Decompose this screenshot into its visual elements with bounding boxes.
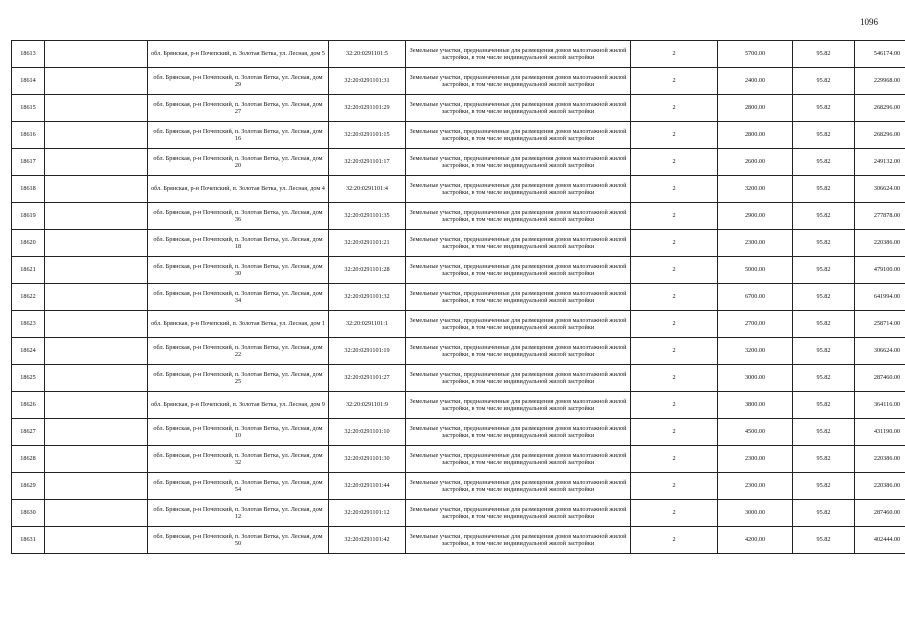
row-number-cell: 18620 bbox=[12, 230, 45, 257]
address-cell: обл. Брянская, р-н Почепский, п. Золотая Ветка, ул. Лесная, дом 30 bbox=[148, 257, 329, 284]
empty-cell bbox=[45, 311, 148, 338]
empty-cell bbox=[45, 392, 148, 419]
rate-cell: 95.82 bbox=[793, 95, 855, 122]
area-cell: 5000.00 bbox=[718, 257, 793, 284]
group-cell: 2 bbox=[631, 500, 718, 527]
rate-cell: 95.82 bbox=[793, 122, 855, 149]
address-cell: обл. Брянская, р-н Почепский, п. Золотая Ветка, ул. Лесная, дом 50 bbox=[148, 527, 329, 554]
address-cell: обл. Брянская, р-н Почепский, п. Золотая Ветка, ул. Лесная, дом 12 bbox=[148, 500, 329, 527]
rate-cell: 95.82 bbox=[793, 230, 855, 257]
rate-cell: 95.82 bbox=[793, 311, 855, 338]
group-cell: 2 bbox=[631, 392, 718, 419]
table-row bbox=[12, 176, 905, 203]
cadastral-number-cell: 32:20:0291101:35 bbox=[329, 203, 406, 230]
area-cell: 3000.00 bbox=[718, 365, 793, 392]
cadastral-value-table bbox=[11, 40, 905, 554]
rate-cell: 95.82 bbox=[793, 203, 855, 230]
land-use-description-cell: Земельные участки, предназначенные для размещения домов малоэтажной жилой застройки, в том числе индивидуальной жилой застройки bbox=[406, 446, 631, 473]
area-cell: 3800.00 bbox=[718, 392, 793, 419]
group-cell: 2 bbox=[631, 203, 718, 230]
group-cell: 2 bbox=[631, 257, 718, 284]
area-cell: 3200.00 bbox=[718, 338, 793, 365]
rate-cell: 95.82 bbox=[793, 446, 855, 473]
group-cell: 2 bbox=[631, 95, 718, 122]
table-row bbox=[12, 257, 905, 284]
group-cell: 2 bbox=[631, 284, 718, 311]
cadastral-number-cell: 32:20:0291101:12 bbox=[329, 500, 406, 527]
empty-cell bbox=[45, 527, 148, 554]
address-cell: обл. Брянская, р-н Почепский, п. Золотая Ветка, ул. Лесная, дом 54 bbox=[148, 473, 329, 500]
empty-cell bbox=[45, 203, 148, 230]
area-cell: 4200.00 bbox=[718, 527, 793, 554]
address-cell: обл. Брянская, р-н Почепский, п. Золотая Ветка, ул. Лесная, дом 4 bbox=[148, 176, 329, 203]
rate-cell: 95.82 bbox=[793, 338, 855, 365]
cadastral-value-cell: 287460.00 bbox=[855, 365, 905, 392]
row-number-cell: 18630 bbox=[12, 500, 45, 527]
rate-cell: 95.82 bbox=[793, 500, 855, 527]
cadastral-number-cell: 32:20:0291101:28 bbox=[329, 257, 406, 284]
row-number-cell: 18613 bbox=[12, 41, 45, 68]
empty-cell bbox=[45, 284, 148, 311]
rate-cell: 95.82 bbox=[793, 419, 855, 446]
cadastral-value-cell: 431190.00 bbox=[855, 419, 905, 446]
row-number-cell: 18622 bbox=[12, 284, 45, 311]
land-use-description-cell: Земельные участки, предназначенные для размещения домов малоэтажной жилой застройки, в том числе индивидуальной жилой застройки bbox=[406, 392, 631, 419]
land-use-description-cell: Земельные участки, предназначенные для размещения домов малоэтажной жилой застройки, в том числе индивидуальной жилой застройки bbox=[406, 365, 631, 392]
area-cell: 3200.00 bbox=[718, 176, 793, 203]
cadastral-value-cell: 402444.00 bbox=[855, 527, 905, 554]
row-number-cell: 18614 bbox=[12, 68, 45, 95]
land-use-description-cell: Земельные участки, предназначенные для размещения домов малоэтажной жилой застройки, в том числе индивидуальной жилой застройки bbox=[406, 527, 631, 554]
address-cell: обл. Брянская, р-н Почепский, п. Золотая Ветка, ул. Лесная, дом 20 bbox=[148, 149, 329, 176]
empty-cell bbox=[45, 365, 148, 392]
table-row bbox=[12, 122, 905, 149]
row-number-cell: 18621 bbox=[12, 257, 45, 284]
address-cell: обл. Брянская, р-н Почепский, п. Золотая Ветка, ул. Лесная, дом 29 bbox=[148, 68, 329, 95]
table-row bbox=[12, 527, 905, 554]
area-cell: 2800.00 bbox=[718, 95, 793, 122]
table-row bbox=[12, 446, 905, 473]
table-row bbox=[12, 365, 905, 392]
land-use-description-cell: Земельные участки, предназначенные для размещения домов малоэтажной жилой застройки, в том числе индивидуальной жилой застройки bbox=[406, 473, 631, 500]
cadastral-number-cell: 32:20:0291101:30 bbox=[329, 446, 406, 473]
land-use-description-cell: Земельные участки, предназначенные для размещения домов малоэтажной жилой застройки, в том числе индивидуальной жилой застройки bbox=[406, 284, 631, 311]
empty-cell bbox=[45, 500, 148, 527]
empty-cell bbox=[45, 473, 148, 500]
rate-cell: 95.82 bbox=[793, 257, 855, 284]
cadastral-value-cell: 479100.00 bbox=[855, 257, 905, 284]
cadastral-number-cell: 32:20:0291101:44 bbox=[329, 473, 406, 500]
cadastral-value-cell: 277878.00 bbox=[855, 203, 905, 230]
empty-cell bbox=[45, 149, 148, 176]
cadastral-value-cell: 306624.00 bbox=[855, 176, 905, 203]
cadastral-number-cell: 32:20:0291101:10 bbox=[329, 419, 406, 446]
cadastral-value-cell: 249132.00 bbox=[855, 149, 905, 176]
table-row bbox=[12, 392, 905, 419]
cadastral-number-cell: 32:20:0291101:31 bbox=[329, 68, 406, 95]
cadastral-value-cell: 220386.00 bbox=[855, 473, 905, 500]
cadastral-value-cell: 258714.00 bbox=[855, 311, 905, 338]
empty-cell bbox=[45, 230, 148, 257]
cadastral-value-cell: 268296.00 bbox=[855, 122, 905, 149]
group-cell: 2 bbox=[631, 149, 718, 176]
cadastral-number-cell: 32:20:0291101:1 bbox=[329, 311, 406, 338]
address-cell: обл. Брянская, р-н Почепский, п. Золотая Ветка, ул. Лесная, дом 22 bbox=[148, 338, 329, 365]
land-use-description-cell: Земельные участки, предназначенные для размещения домов малоэтажной жилой застройки, в том числе индивидуальной жилой застройки bbox=[406, 203, 631, 230]
cadastral-value-cell: 220386.00 bbox=[855, 446, 905, 473]
group-cell: 2 bbox=[631, 338, 718, 365]
rate-cell: 95.82 bbox=[793, 527, 855, 554]
row-number-cell: 18631 bbox=[12, 527, 45, 554]
rate-cell: 95.82 bbox=[793, 176, 855, 203]
area-cell: 6700.00 bbox=[718, 284, 793, 311]
rate-cell: 95.82 bbox=[793, 392, 855, 419]
cadastral-number-cell: 32:20:0291101:19 bbox=[329, 338, 406, 365]
land-use-description-cell: Земельные участки, предназначенные для размещения домов малоэтажной жилой застройки, в том числе индивидуальной жилой застройки bbox=[406, 311, 631, 338]
cadastral-value-cell: 546174.00 bbox=[855, 41, 905, 68]
empty-cell bbox=[45, 68, 148, 95]
group-cell: 2 bbox=[631, 122, 718, 149]
row-number-cell: 18617 bbox=[12, 149, 45, 176]
rate-cell: 95.82 bbox=[793, 365, 855, 392]
empty-cell bbox=[45, 257, 148, 284]
area-cell: 5700.00 bbox=[718, 41, 793, 68]
area-cell: 2300.00 bbox=[718, 446, 793, 473]
group-cell: 2 bbox=[631, 446, 718, 473]
area-cell: 2700.00 bbox=[718, 311, 793, 338]
row-number-cell: 18628 bbox=[12, 446, 45, 473]
table-row bbox=[12, 149, 905, 176]
cadastral-value-cell: 641994.00 bbox=[855, 284, 905, 311]
cadastral-value-cell: 229968.00 bbox=[855, 68, 905, 95]
rate-cell: 95.82 bbox=[793, 149, 855, 176]
group-cell: 2 bbox=[631, 176, 718, 203]
land-use-description-cell: Земельные участки, предназначенные для размещения домов малоэтажной жилой застройки, в том числе индивидуальной жилой застройки bbox=[406, 176, 631, 203]
cadastral-value-cell: 364116.00 bbox=[855, 392, 905, 419]
group-cell: 2 bbox=[631, 419, 718, 446]
cadastral-value-cell: 268296.00 bbox=[855, 95, 905, 122]
group-cell: 2 bbox=[631, 473, 718, 500]
row-number-cell: 18625 bbox=[12, 365, 45, 392]
row-number-cell: 18623 bbox=[12, 311, 45, 338]
table-row bbox=[12, 473, 905, 500]
area-cell: 2300.00 bbox=[718, 230, 793, 257]
cadastral-number-cell: 32:20:0291101:17 bbox=[329, 149, 406, 176]
land-use-description-cell: Земельные участки, предназначенные для размещения домов малоэтажной жилой застройки, в том числе индивидуальной жилой застройки bbox=[406, 149, 631, 176]
row-number-cell: 18626 bbox=[12, 392, 45, 419]
area-cell: 2400.00 bbox=[718, 68, 793, 95]
table-row bbox=[12, 500, 905, 527]
row-number-cell: 18619 bbox=[12, 203, 45, 230]
address-cell: обл. Брянская, р-н Почепский, п. Золотая Ветка, ул. Лесная, дом 18 bbox=[148, 230, 329, 257]
group-cell: 2 bbox=[631, 311, 718, 338]
area-cell: 2600.00 bbox=[718, 149, 793, 176]
cadastral-value-cell: 287460.00 bbox=[855, 500, 905, 527]
area-cell: 2900.00 bbox=[718, 203, 793, 230]
group-cell: 2 bbox=[631, 365, 718, 392]
address-cell: обл. Брянская, р-н Почепский, п. Золотая Ветка, ул. Лесная, дом 36 bbox=[148, 203, 329, 230]
land-use-description-cell: Земельные участки, предназначенные для размещения домов малоэтажной жилой застройки, в том числе индивидуальной жилой застройки bbox=[406, 500, 631, 527]
table-row bbox=[12, 284, 905, 311]
land-use-description-cell: Земельные участки, предназначенные для размещения домов малоэтажной жилой застройки, в том числе индивидуальной жилой застройки bbox=[406, 122, 631, 149]
table-row bbox=[12, 41, 905, 68]
empty-cell bbox=[45, 95, 148, 122]
row-number-cell: 18627 bbox=[12, 419, 45, 446]
address-cell: обл. Брянская, р-н Почепский, п. Золотая Ветка, ул. Лесная, дом 10 bbox=[148, 419, 329, 446]
row-number-cell: 18616 bbox=[12, 122, 45, 149]
address-cell: обл. Брянская, р-н Почепский, п. Золотая Ветка, ул. Лесная, дом 27 bbox=[148, 95, 329, 122]
land-use-description-cell: Земельные участки, предназначенные для размещения домов малоэтажной жилой застройки, в том числе индивидуальной жилой застройки bbox=[406, 230, 631, 257]
rate-cell: 95.82 bbox=[793, 473, 855, 500]
cadastral-number-cell: 32:20:0291101:15 bbox=[329, 122, 406, 149]
group-cell: 2 bbox=[631, 230, 718, 257]
cadastral-number-cell: 32:20:0291101:42 bbox=[329, 527, 406, 554]
table-row bbox=[12, 68, 905, 95]
table-body bbox=[12, 41, 905, 554]
cadastral-number-cell: 32:20:0291101:27 bbox=[329, 365, 406, 392]
land-use-description-cell: Земельные участки, предназначенные для размещения домов малоэтажной жилой застройки, в том числе индивидуальной жилой застройки bbox=[406, 419, 631, 446]
cadastral-number-cell: 32:20:0291101:32 bbox=[329, 284, 406, 311]
area-cell: 2300.00 bbox=[718, 473, 793, 500]
land-use-description-cell: Земельные участки, предназначенные для размещения домов малоэтажной жилой застройки, в том числе индивидуальной жилой застройки bbox=[406, 338, 631, 365]
table-row bbox=[12, 338, 905, 365]
rate-cell: 95.82 bbox=[793, 41, 855, 68]
cadastral-value-cell: 306624.00 bbox=[855, 338, 905, 365]
row-number-cell: 18624 bbox=[12, 338, 45, 365]
row-number-cell: 18618 bbox=[12, 176, 45, 203]
rate-cell: 95.82 bbox=[793, 284, 855, 311]
group-cell: 2 bbox=[631, 68, 718, 95]
table-row bbox=[12, 230, 905, 257]
area-cell: 3000.00 bbox=[718, 500, 793, 527]
empty-cell bbox=[45, 176, 148, 203]
address-cell: обл. Брянская, р-н Почепский, п. Золотая Ветка, ул. Лесная, дом 1 bbox=[148, 311, 329, 338]
land-use-description-cell: Земельные участки, предназначенные для размещения домов малоэтажной жилой застройки, в том числе индивидуальной жилой застройки bbox=[406, 41, 631, 68]
empty-cell bbox=[45, 338, 148, 365]
table-row bbox=[12, 203, 905, 230]
row-number-cell: 18615 bbox=[12, 95, 45, 122]
area-cell: 2800.00 bbox=[718, 122, 793, 149]
area-cell: 4500.00 bbox=[718, 419, 793, 446]
table-row bbox=[12, 95, 905, 122]
cadastral-number-cell: 32:20:0291101:5 bbox=[329, 41, 406, 68]
address-cell: обл. Брянская, р-н Почепский, п. Золотая Ветка, ул. Лесная, дом 16 bbox=[148, 122, 329, 149]
empty-cell bbox=[45, 419, 148, 446]
address-cell: обл. Брянская, р-н Почепский, п. Золотая Ветка, ул. Лесная, дом 5 bbox=[148, 41, 329, 68]
group-cell: 2 bbox=[631, 41, 718, 68]
address-cell: обл. Брянская, р-н Почепский, п. Золотая Ветка, ул. Лесная, дом 34 bbox=[148, 284, 329, 311]
land-use-description-cell: Земельные участки, предназначенные для размещения домов малоэтажной жилой застройки, в том числе индивидуальной жилой застройки bbox=[406, 95, 631, 122]
page-number: 1096 bbox=[860, 17, 878, 27]
table-row bbox=[12, 419, 905, 446]
land-use-description-cell: Земельные участки, предназначенные для размещения домов малоэтажной жилой застройки, в том числе индивидуальной жилой застройки bbox=[406, 68, 631, 95]
land-use-description-cell: Земельные участки, предназначенные для размещения домов малоэтажной жилой застройки, в том числе индивидуальной жилой застройки bbox=[406, 257, 631, 284]
empty-cell bbox=[45, 41, 148, 68]
group-cell: 2 bbox=[631, 527, 718, 554]
cadastral-number-cell: 32:20:0291101:21 bbox=[329, 230, 406, 257]
address-cell: обл. Брянская, р-н Почепский, п. Золотая Ветка, ул. Лесная, дом 32 bbox=[148, 446, 329, 473]
table-row bbox=[12, 311, 905, 338]
rate-cell: 95.82 bbox=[793, 68, 855, 95]
address-cell: обл. Брянская, р-н Почепский, п. Золотая Ветка, ул. Лесная, дом 9 bbox=[148, 392, 329, 419]
address-cell: обл. Брянская, р-н Почепский, п. Золотая Ветка, ул. Лесная, дом 25 bbox=[148, 365, 329, 392]
cadastral-number-cell: 32:20:0291101:4 bbox=[329, 176, 406, 203]
empty-cell bbox=[45, 446, 148, 473]
row-number-cell: 18629 bbox=[12, 473, 45, 500]
empty-cell bbox=[45, 122, 148, 149]
cadastral-value-cell: 220386.00 bbox=[855, 230, 905, 257]
cadastral-number-cell: 32:20:0291101:29 bbox=[329, 95, 406, 122]
cadastral-number-cell: 32:20:0291101:9 bbox=[329, 392, 406, 419]
